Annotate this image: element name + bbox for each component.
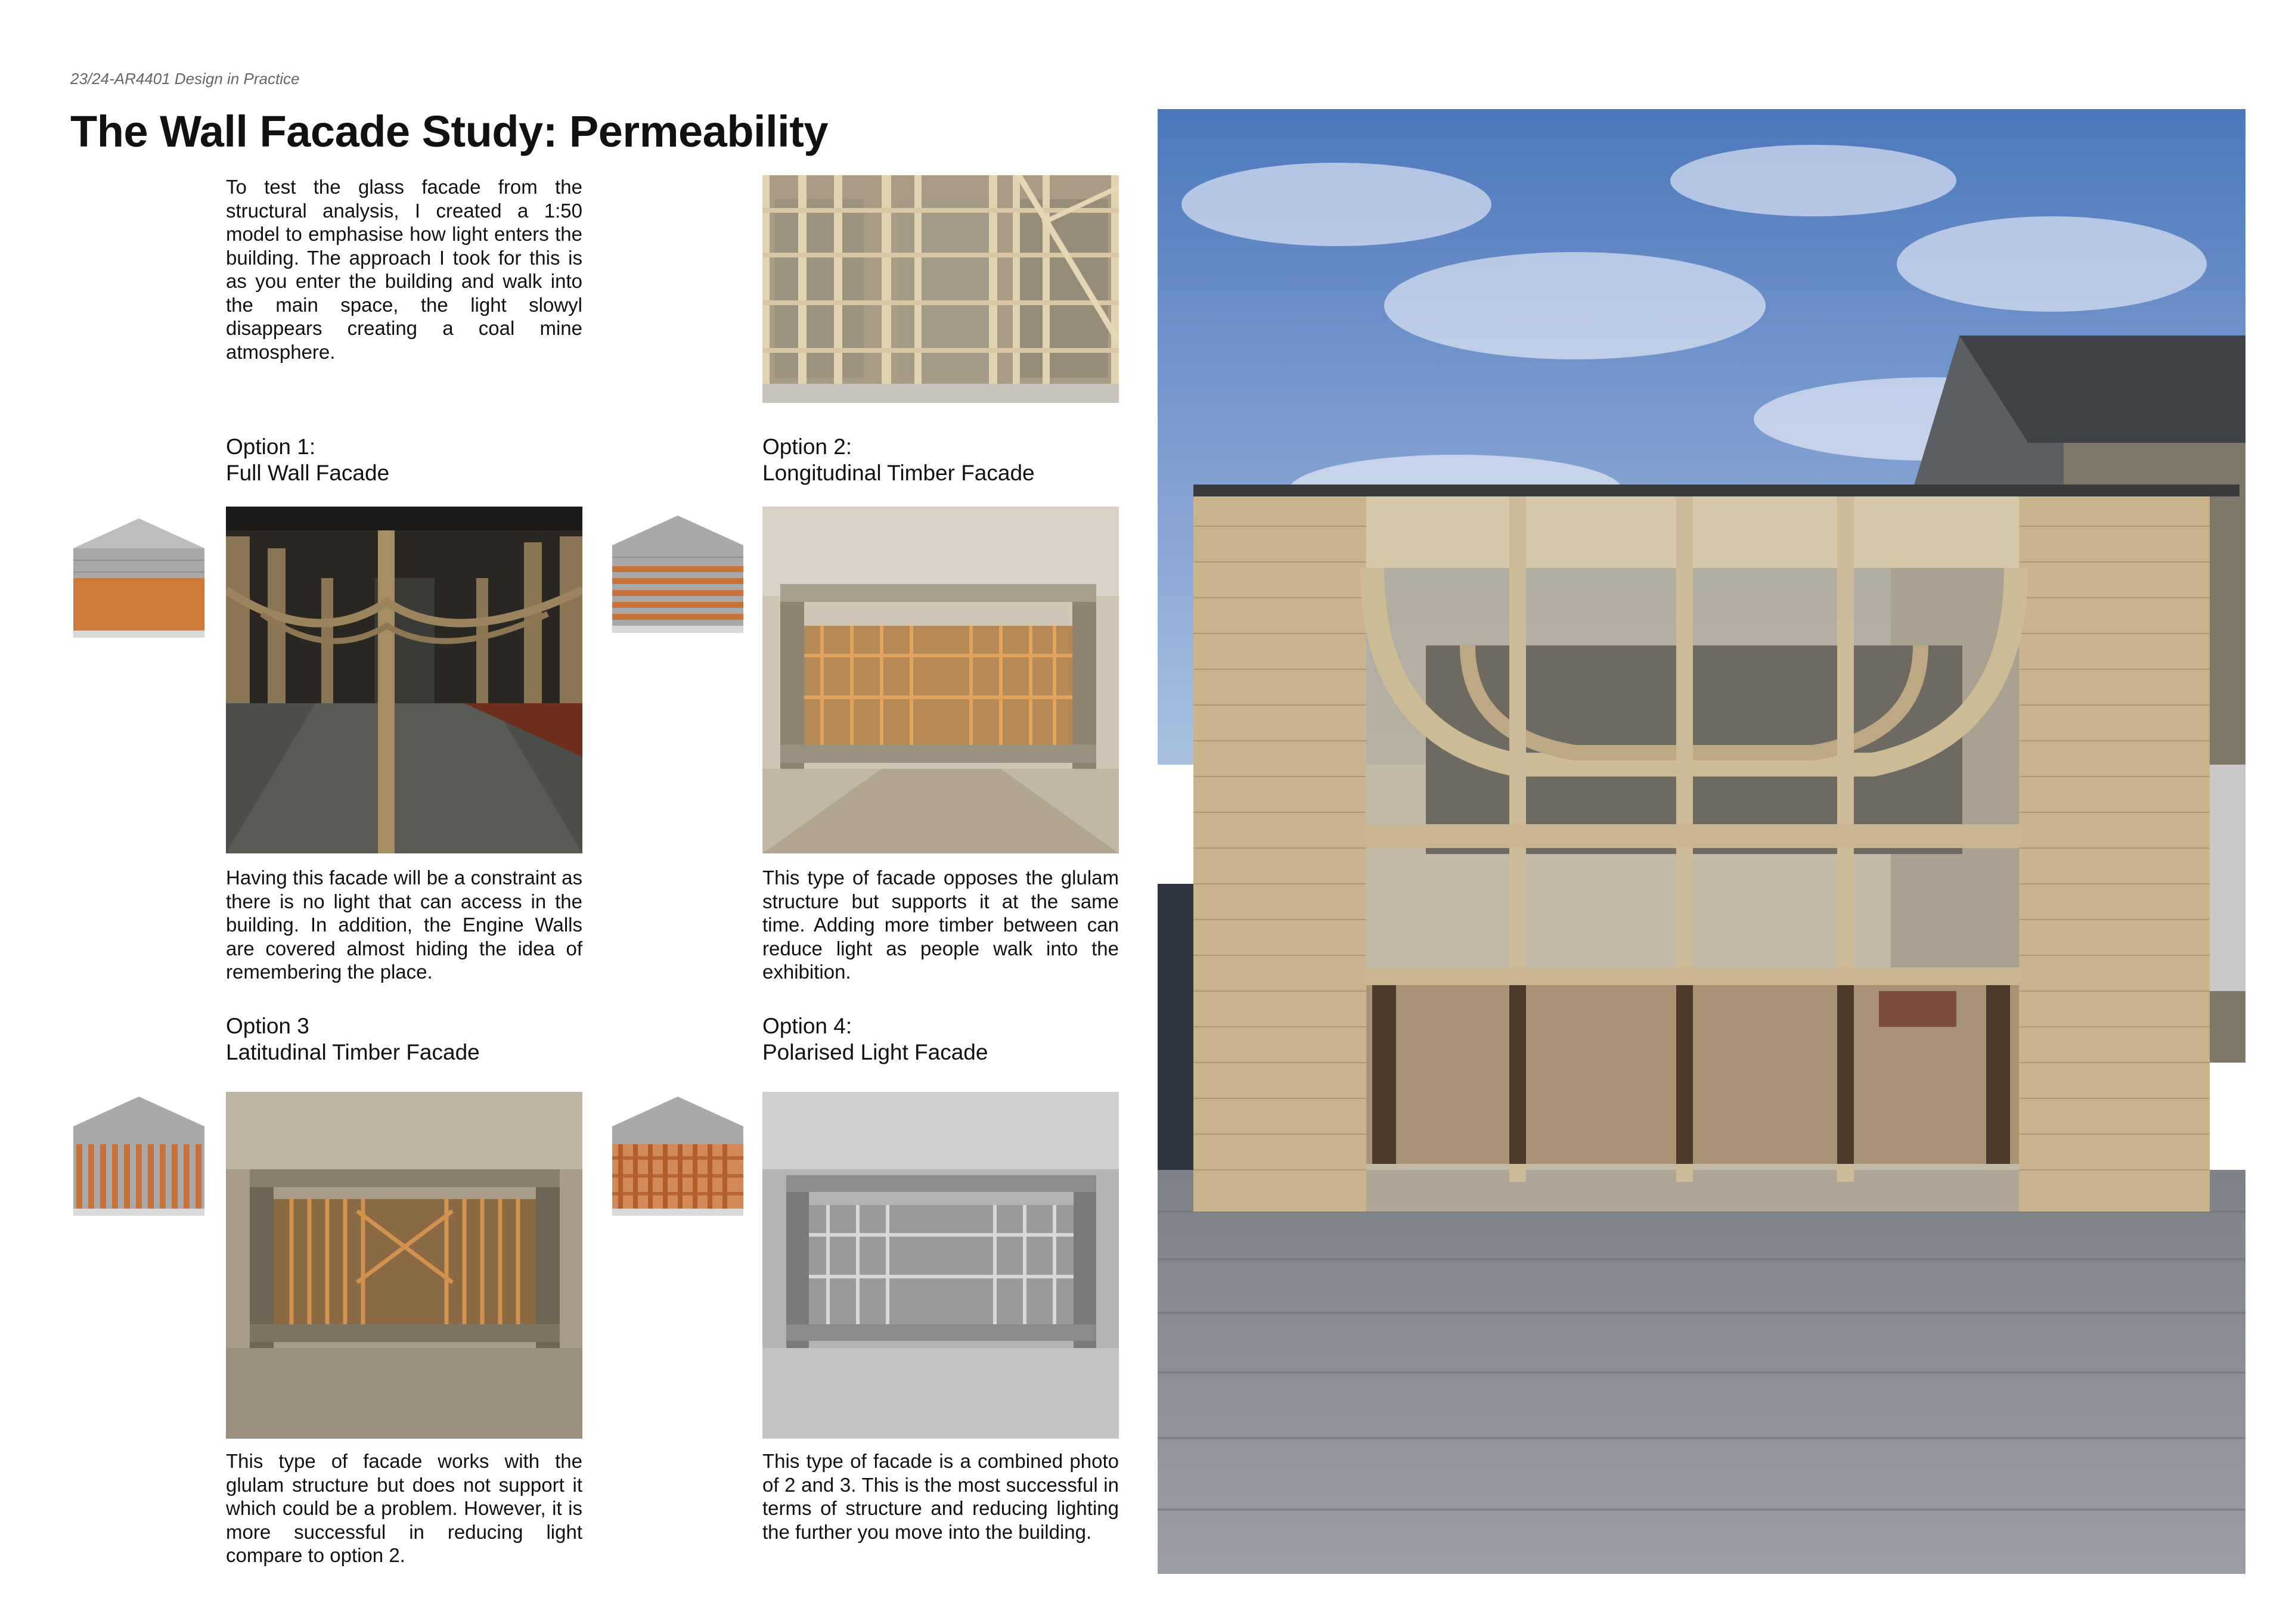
- option-4-description: This type of facade is a combined photo of 2 and 3. This is the most successful in terms of structure and reducing lighting the further you move into the building.: [762, 1450, 1119, 1543]
- option-1-photo: [226, 507, 582, 853]
- option-1-description: Having this facade will be a constraint as there is no light that can access in the building. In addition, the Engine Walls are covered almost hiding the idea of remembering the place.: [226, 867, 582, 983]
- intro-paragraph: To test the glass facade from the structural analysis, I created a 1:50 model to emphasise how light enters the building. The approach I took for this is as you enter the building and walk into the main space, the light slowyl disappears creating a coal mine atmosphere.: [226, 176, 582, 363]
- option-3-name: Latitudinal Timber Facade: [226, 1040, 480, 1064]
- option-2-photo: [762, 507, 1119, 853]
- option-4-name: Polarised Light Facade: [762, 1040, 988, 1064]
- option-4-number: Option 4:: [762, 1014, 852, 1038]
- course-code: 23/24-AR4401 Design in Practice: [70, 70, 300, 88]
- page-title: The Wall Facade Study: Permeability: [70, 107, 828, 156]
- option-2-description: This type of facade opposes the glulam structure but supports it at the same time. Adding more timber between can reduce light as people walk into the exhibition.: [762, 867, 1119, 983]
- option-3-number: Option 3: [226, 1014, 309, 1038]
- option-4-heading: [762, 1013, 988, 1066]
- option-3-elevation: [70, 1091, 207, 1219]
- option-1-name: Full Wall Facade: [226, 461, 390, 485]
- option-4-elevation: [609, 1091, 746, 1219]
- option-2-heading: [762, 434, 1035, 486]
- option-1-heading: [226, 434, 389, 486]
- option-3-description: This type of facade works with the glulam structure but does not support it which could be a problem. However, it is more successful in reducing light compare to option 2.: [226, 1450, 582, 1566]
- option-3-heading: [226, 1013, 480, 1066]
- option-3-photo: [226, 1092, 582, 1439]
- option-2-number: Option 2:: [762, 434, 852, 459]
- option-1-number: Option 1:: [226, 434, 316, 459]
- option-4-photo: [762, 1092, 1119, 1439]
- facade-render: [1158, 109, 2245, 1574]
- option-1-elevation: [70, 513, 207, 641]
- model-photo-top: [762, 175, 1119, 403]
- option-2-name: Longitudinal Timber Facade: [762, 461, 1035, 485]
- option-2-elevation: [609, 510, 746, 638]
